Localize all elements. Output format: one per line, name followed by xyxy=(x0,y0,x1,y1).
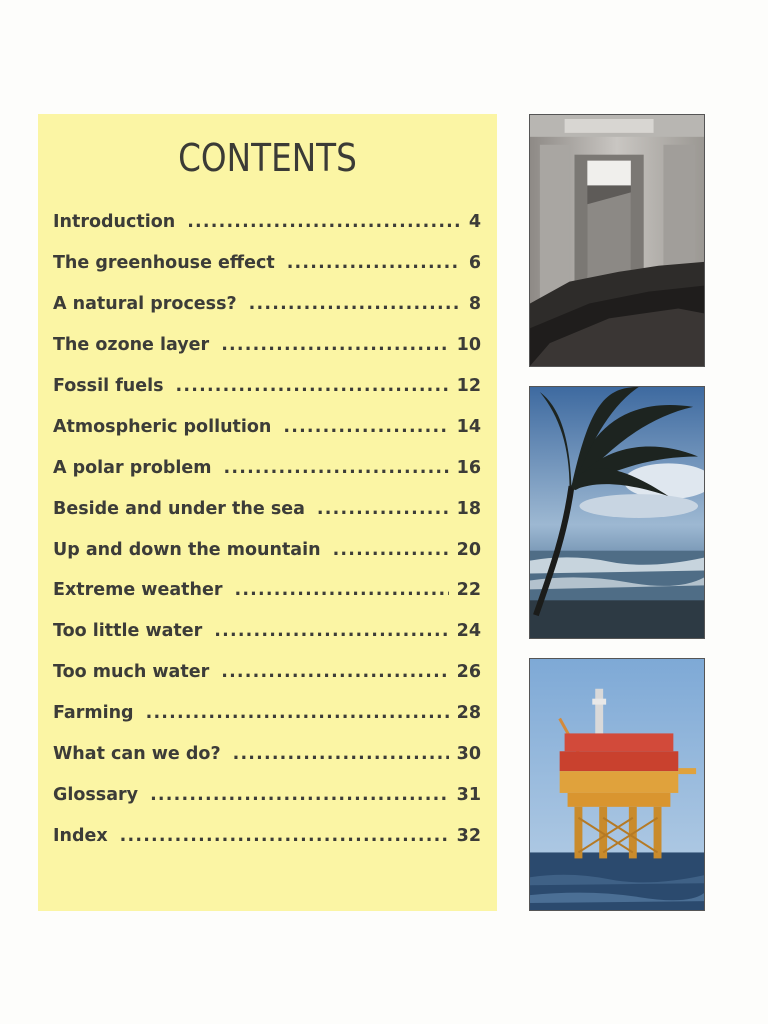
toc-leader-dots xyxy=(221,662,448,682)
toc-entry-label: Beside and under the sea xyxy=(53,498,305,519)
toc-entry[interactable] xyxy=(53,376,481,417)
toc-leader-dots xyxy=(287,253,461,273)
contents-panel xyxy=(38,114,497,911)
toc-entry[interactable] xyxy=(53,540,481,581)
toc-entry-page: 20 xyxy=(456,539,481,560)
toc-entry-page: 18 xyxy=(456,498,481,519)
toc-leader-dots xyxy=(214,621,448,641)
toc-entry-label: Up and down the mountain xyxy=(53,539,321,560)
toc-entry[interactable] xyxy=(53,703,481,744)
toc-entry-label: Introduction xyxy=(53,212,176,232)
toc-entry-page: 12 xyxy=(456,375,481,396)
toc-leader-dots xyxy=(120,826,449,846)
palm-tree-photo xyxy=(529,386,705,639)
toc-leader-dots xyxy=(283,417,448,437)
toc-entry-label: Fossil fuels xyxy=(53,375,164,396)
oil-platform-image xyxy=(530,659,704,910)
toc-entry[interactable] xyxy=(53,621,481,662)
toc-leader-dots xyxy=(317,499,449,519)
toc-entry[interactable] xyxy=(53,785,481,826)
toc-entry-label: Farming xyxy=(53,703,134,724)
toc-entry-page: 31 xyxy=(456,785,481,806)
toc-entry-label: A polar problem xyxy=(53,457,212,478)
toc-entry-page: 26 xyxy=(456,662,481,683)
toc-leader-dots xyxy=(221,335,448,355)
toc-entry-page: 30 xyxy=(456,744,481,765)
toc-entry-label: What can we do? xyxy=(53,744,221,765)
toc-entry-page: 8 xyxy=(468,293,481,314)
toc-entry-page: 4 xyxy=(468,212,481,232)
toc-entry[interactable] xyxy=(53,417,481,458)
toc-entry-label: Glossary xyxy=(53,785,139,806)
toc-leader-dots xyxy=(150,785,449,805)
power-station-image xyxy=(530,115,704,366)
palm-tree-image xyxy=(530,387,704,638)
toc-entry[interactable] xyxy=(53,212,481,253)
toc-entry[interactable] xyxy=(53,662,481,703)
toc-entry-page: 10 xyxy=(456,334,481,355)
toc-entry-label: A natural process? xyxy=(53,293,237,314)
toc-entry-label: Extreme weather xyxy=(53,580,223,601)
toc-entry-page: 16 xyxy=(456,457,481,478)
toc-entry-page: 24 xyxy=(456,621,481,642)
toc-leader-dots xyxy=(224,458,449,478)
toc-leader-dots xyxy=(249,294,461,314)
toc-entry-page: 14 xyxy=(456,416,481,437)
toc-leader-dots xyxy=(234,580,448,600)
toc-entry-page: 6 xyxy=(468,252,481,273)
toc-entry-label: The ozone layer xyxy=(53,334,210,355)
toc-entry-label: Too much water xyxy=(53,662,210,683)
oil-platform-photo xyxy=(529,658,705,911)
toc-entry[interactable] xyxy=(53,744,481,785)
power-station-photo xyxy=(529,114,705,367)
table-of-contents xyxy=(53,212,481,867)
toc-entry[interactable] xyxy=(53,580,481,621)
toc-leader-dots xyxy=(176,376,449,396)
toc-entry-page: 22 xyxy=(456,580,481,601)
toc-entry[interactable] xyxy=(53,826,481,867)
toc-entry-label: Too little water xyxy=(53,621,203,642)
toc-entry[interactable] xyxy=(53,253,481,294)
toc-entry[interactable] xyxy=(53,294,481,335)
toc-entry[interactable] xyxy=(53,499,481,540)
toc-entry-label: Atmospheric pollution xyxy=(53,416,272,437)
toc-entry-label: The greenhouse effect xyxy=(53,252,275,273)
toc-leader-dots xyxy=(233,744,449,764)
toc-entry-page: 28 xyxy=(456,703,481,724)
toc-entry-page: 32 xyxy=(456,826,481,847)
toc-leader-dots xyxy=(333,540,449,560)
toc-leader-dots xyxy=(146,703,449,723)
contents-title: CONTENTS xyxy=(178,136,357,180)
toc-entry[interactable] xyxy=(53,335,481,376)
toc-entry-label: Index xyxy=(53,826,108,847)
toc-leader-dots xyxy=(187,212,461,232)
toc-entry[interactable] xyxy=(53,458,481,499)
